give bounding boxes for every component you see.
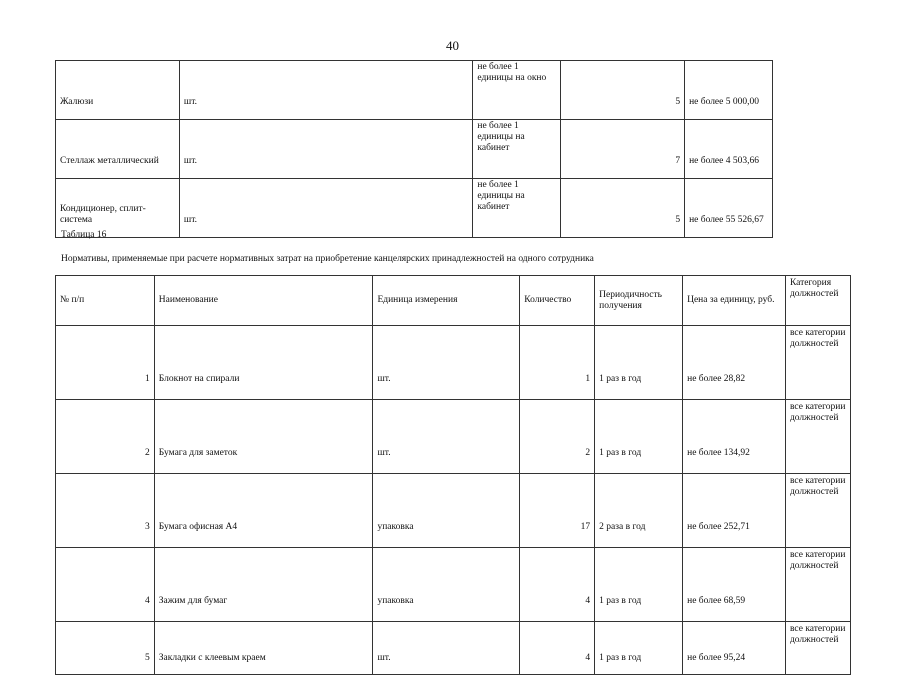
row-unit: упаковка [373,474,520,548]
item-name: Кондиционер, сплит-система [56,179,180,238]
item-unit: шт. [179,120,472,179]
row-qty: 4 [520,622,595,675]
item-name: Стеллаж металлический [56,120,180,179]
row-name: Бумага офисная А4 [154,474,373,548]
item-unit: шт. [179,179,472,238]
row-qty: 4 [520,548,595,622]
row-period: 1 раз в год [595,548,683,622]
row-period: 1 раз в год [595,326,683,400]
table-row [56,474,851,548]
row-category: все категории должностей [785,622,850,675]
item-unit: шт. [179,61,472,120]
item-norm: не более 1 единицы на кабинет [473,120,561,179]
row-unit: шт. [373,400,520,474]
row-name: Бумага для заметок [154,400,373,474]
table-row [56,326,851,400]
row-number: 4 [56,548,155,622]
item-norm: не более 1 единицы на окно [473,61,561,120]
item-price: не более 4 503,66 [685,120,773,179]
row-category: все категории должностей [785,400,850,474]
header-row [56,276,851,326]
equipment-table [55,60,773,238]
row-period: 1 раз в год [595,622,683,675]
header-qty: Количество [520,276,595,326]
table-title: Нормативы, применяемые при расчете нормативных затрат на приобретение канцелярских принадлежностей на одного сотрудника [61,254,594,264]
row-price: не более 134,92 [683,400,786,474]
row-name: Закладки с клеевым краем [154,622,373,675]
row-category: все категории должностей [785,474,850,548]
row-name: Блокнот на спирали [154,326,373,400]
header-price: Цена за единицу, руб. [683,276,786,326]
item-qty: 7 [561,120,685,179]
item-qty: 5 [561,179,685,238]
table-row [56,61,773,120]
row-price: не более 252,71 [683,474,786,548]
item-qty: 5 [561,61,685,120]
row-name: Зажим для бумаг [154,548,373,622]
table-row [56,548,851,622]
item-name: Жалюзи [56,61,180,120]
item-norm: не более 1 единицы на кабинет [473,179,561,238]
table-row [56,179,773,238]
header-unit: Единица измерения [373,276,520,326]
item-price: не более 55 526,67 [685,179,773,238]
header-category: Категория должностей [785,276,850,326]
row-number: 2 [56,400,155,474]
table-label: Таблица 16 [61,230,107,240]
row-period: 1 раз в год [595,400,683,474]
row-price: не более 95,24 [683,622,786,675]
row-qty: 2 [520,400,595,474]
row-category: все категории должностей [785,326,850,400]
row-period: 2 раза в год [595,474,683,548]
row-unit: шт. [373,622,520,675]
header-period: Периодичность получения [595,276,683,326]
row-unit: упаковка [373,548,520,622]
table-row [56,622,851,675]
item-price: не более 5 000,00 [685,61,773,120]
row-category: все категории должностей [785,548,850,622]
row-price: не более 28,82 [683,326,786,400]
row-number: 5 [56,622,155,675]
row-number: 1 [56,326,155,400]
table-row [56,400,851,474]
stationery-table [55,275,851,675]
row-number: 3 [56,474,155,548]
header-number: № п/п [56,276,155,326]
row-unit: шт. [373,326,520,400]
page-number: 40 [446,38,459,53]
table-row [56,120,773,179]
header-name: Наименование [154,276,373,326]
row-qty: 17 [520,474,595,548]
row-price: не более 68,59 [683,548,786,622]
row-qty: 1 [520,326,595,400]
